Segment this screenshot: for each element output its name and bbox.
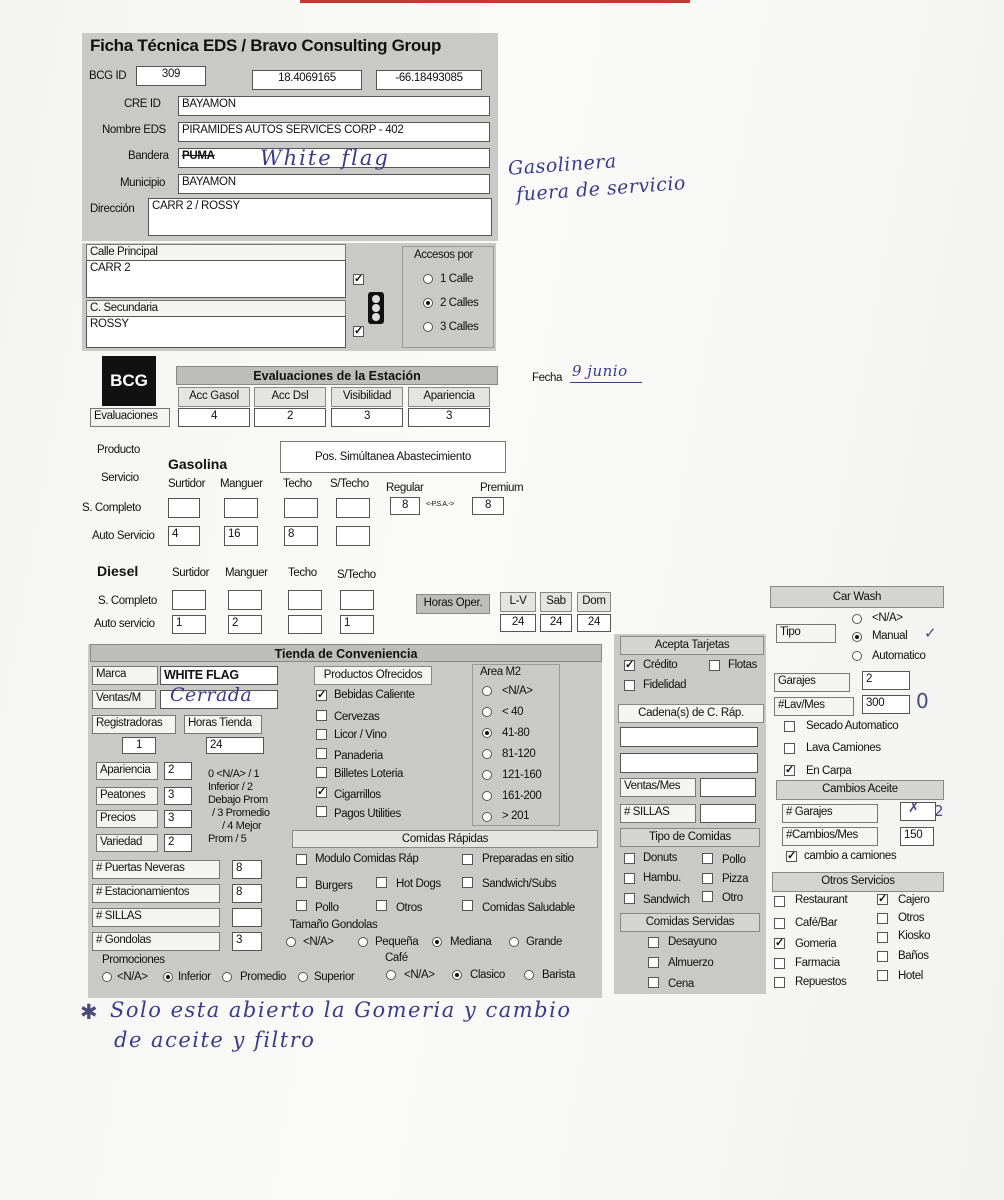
prod-bebidas-checkbox[interactable] [316, 690, 327, 701]
regular-label: Regular [386, 482, 424, 494]
gas-auto-techo[interactable]: 8 [284, 526, 318, 546]
prod-pagos-label: Pagos Utilities [334, 808, 401, 820]
svc-repuestos-label: Repuestos [795, 976, 847, 988]
carwash-manual-radio[interactable] [852, 632, 862, 642]
comida-pollo-checkbox[interactable] [296, 900, 307, 911]
promo-superior-label: Superior [314, 971, 355, 983]
horas-tienda-field[interactable]: 24 [206, 737, 264, 754]
cafe-barista-radio[interactable] [524, 970, 534, 980]
scale-line-2: Inferior / 2 [208, 781, 253, 793]
premium-label: Premium [480, 482, 524, 494]
secado-checkbox[interactable] [784, 721, 795, 732]
area-121-160-label: 121-160 [502, 769, 542, 781]
lav-mes-field[interactable]: 300 [862, 695, 910, 714]
asterisk-mark: ✱ [80, 1000, 99, 1024]
calle-secundaria-field[interactable]: ROSSY [86, 316, 346, 348]
gondola-mediana-radio[interactable] [432, 937, 442, 947]
en-carpa-label: En Carpa [806, 765, 852, 777]
gondola-mediana-label: Mediana [450, 936, 492, 948]
dsl-auto-surtidor[interactable]: 1 [172, 615, 206, 634]
carwash-auto-radio[interactable] [852, 651, 862, 661]
psa-arrow-label: <-P.S.A.-> [426, 501, 454, 508]
comida-hotdogs-label: Hot Dogs [396, 878, 441, 890]
rating-precios-value[interactable]: 3 [164, 810, 192, 828]
regular-psa-value[interactable]: 8 [390, 497, 420, 515]
gas-row-completo: S. Completo [82, 502, 141, 514]
calle-principal-checkbox[interactable] [353, 274, 364, 285]
eval-apariencia-value[interactable]: 3 [408, 408, 490, 427]
prod-cervezas-checkbox[interactable] [316, 710, 327, 721]
dsl-auto-stecho[interactable]: 1 [340, 615, 374, 634]
prod-bebidas-label: Bebidas Caliente [334, 689, 415, 701]
area-label: Area M2 [480, 666, 521, 678]
comidas-title: Comidas Rápidas [292, 830, 598, 848]
fecha-label: Fecha [532, 372, 562, 384]
aceite-cross-mark: ✗ [908, 800, 921, 816]
estacionamientos-label: # Estacionamientos [92, 884, 220, 903]
accesos-label: Accesos por [414, 249, 473, 261]
cadena-sillas-field[interactable] [700, 804, 756, 823]
municipio-label: Municipio [120, 177, 165, 189]
rating-apariencia-label: Apariencia [96, 762, 158, 780]
tamano-gondolas-label: Tamaño Gondolas [290, 919, 378, 931]
cena-checkbox[interactable] [648, 977, 659, 988]
bcg-logo: BCG [102, 356, 156, 406]
area-201-label: > 201 [502, 810, 530, 822]
calle-principal-label: Calle Principal [86, 244, 346, 261]
eval-acc-gasol-value[interactable]: 4 [178, 408, 250, 427]
tipo-pizza-label: Pizza [722, 873, 749, 885]
gondolas-label: # Gondolas [92, 932, 220, 951]
traffic-light-icon [368, 292, 384, 324]
accesos-1-radio[interactable] [423, 274, 433, 284]
area-40-radio[interactable] [482, 707, 492, 717]
eval-col-visibilidad: Visibilidad [331, 387, 403, 407]
comida-burgers-label: Burgers [315, 880, 353, 892]
side-note-1: Gasolinera [507, 150, 618, 180]
aceite-garajes-handwritten: 2 [934, 802, 945, 820]
cafe-na-radio[interactable] [386, 970, 396, 980]
camiones-checkbox[interactable] [786, 851, 797, 862]
promo-inferior-radio[interactable] [163, 972, 173, 982]
prod-panaderia-checkbox[interactable] [316, 748, 327, 759]
bottom-note-1: Solo esta abierto la Gomeria y cambio [110, 998, 572, 1022]
calle-secundaria-label: C. Secundaria [86, 300, 346, 317]
gondola-na-radio[interactable] [286, 937, 296, 947]
puertas-value[interactable]: 8 [232, 860, 262, 879]
en-carpa-checkbox[interactable] [784, 765, 795, 776]
svc-hotel-label: Hotel [898, 970, 923, 982]
svc-restaurant-checkbox[interactable] [774, 896, 785, 907]
gas-auto-stecho[interactable] [336, 526, 370, 546]
dsl-col-stecho: S/Techo [337, 569, 376, 581]
area-na-label: <N/A> [502, 685, 533, 697]
area-121-160-radio[interactable] [482, 770, 492, 780]
carwash-tipo-label: Tipo [776, 624, 836, 643]
svc-hotel-checkbox[interactable] [877, 970, 888, 981]
tipo-donuts-checkbox[interactable] [624, 853, 635, 864]
tipo-otro-checkbox[interactable] [702, 891, 713, 902]
municipio-field[interactable]: BAYAMON [178, 174, 490, 194]
horas-col-dom: Dom [577, 592, 611, 612]
cadena-title: Cadena(s) de C. Ráp. [618, 704, 764, 723]
flotas-label: Flotas [728, 659, 757, 671]
credito-label: Crédito [643, 659, 678, 671]
tienda-title: Tienda de Conveniencia [90, 644, 602, 662]
aceite-title: Cambios Aceite [776, 780, 944, 800]
top-edge-mark [300, 0, 690, 3]
promociones-label: Promociones [102, 954, 165, 966]
tipo-pollo-label: Pollo [722, 854, 746, 866]
cre-id-field[interactable]: BAYAMON [178, 96, 490, 116]
gas-completo-stecho[interactable] [336, 498, 370, 518]
carwash-title: Car Wash [770, 586, 944, 608]
registradoras-field[interactable]: 1 [122, 737, 156, 754]
accesos-3-label: 3 Calles [440, 321, 479, 333]
cafe-clasico-radio[interactable] [452, 970, 462, 980]
svc-kiosko-label: Kiosko [898, 930, 931, 942]
promo-na-label: <N/A> [117, 971, 148, 983]
gas-auto-surtidor[interactable]: 4 [168, 526, 200, 546]
accesos-2-label: 2 Calles [440, 297, 479, 309]
comidas-servidas-title: Comidas Servidas [620, 913, 760, 932]
fidelidad-checkbox[interactable] [624, 680, 635, 691]
scale-line-4: / 3 Promedio [212, 807, 270, 819]
carwash-garajes-label: Garajes [774, 673, 850, 692]
calle-principal-field[interactable]: CARR 2 [86, 260, 346, 298]
horas-dom-value[interactable]: 24 [577, 614, 611, 632]
promo-promedio-label: Promedio [240, 971, 287, 983]
estacionamientos-value[interactable]: 8 [232, 884, 262, 903]
prod-panaderia-label: Panaderia [334, 750, 383, 762]
comida-otros-label: Otros [396, 902, 423, 914]
longitude-field[interactable]: -66.18493085 [376, 70, 482, 90]
gas-col-manguer: Manguer [220, 478, 263, 490]
area-81-120-label: 81-120 [502, 748, 536, 760]
svc-cafebar-label: Café/Bar [795, 917, 838, 929]
comida-burgers-checkbox[interactable] [296, 877, 307, 888]
promo-na-radio[interactable] [102, 972, 112, 982]
ventas-handwritten: Cerrada [170, 684, 253, 706]
horas-col-lv: L-V [500, 592, 536, 612]
desayuno-label: Desayuno [668, 936, 717, 948]
tipo-sandwich-label: Sandwich [643, 894, 690, 906]
prod-billetes-label: Billetes Loteria [334, 768, 404, 780]
scale-line-3: Debajo Prom [208, 794, 268, 806]
gas-col-surtidor: Surtidor [168, 478, 206, 490]
dsl-row-completo: S. Completo [98, 595, 157, 607]
area-201-radio[interactable] [482, 812, 492, 822]
prod-licor-label: Licor / Vino [334, 729, 387, 741]
prod-cigarrillos-label: Cigarrillos [334, 789, 381, 801]
area-41-80-label: 41-80 [502, 727, 530, 739]
area-40-label: < 40 [502, 706, 524, 718]
svc-restaurant-label: Restaurant [795, 894, 848, 906]
horas-sab-value[interactable]: 24 [540, 614, 572, 632]
svc-gomeria-checkbox[interactable] [774, 938, 785, 949]
eval-col-acc-gasol: Acc Gasol [178, 387, 250, 407]
svc-cafebar-checkbox[interactable] [774, 918, 785, 929]
horas-col-sab: Sab [540, 592, 572, 612]
gas-auto-manguer[interactable]: 16 [224, 526, 258, 546]
cadena-ventas-field[interactable] [700, 778, 756, 797]
cadena-sillas-label: # SILLAS [620, 804, 696, 823]
svc-cajero-checkbox[interactable] [877, 894, 888, 905]
gas-col-stecho: S/Techo [330, 478, 369, 490]
carwash-manual-label: Manual [872, 630, 908, 642]
productos-title: Productos Ofrecidos [314, 666, 432, 685]
lava-camiones-checkbox[interactable] [784, 743, 795, 754]
svc-gomeria-label: Gomeria [795, 938, 837, 950]
svc-banos-label: Baños [898, 950, 929, 962]
scale-line-5: / 4 Mejor [222, 820, 262, 832]
cafe-label: Café [385, 952, 408, 964]
gondola-pequena-radio[interactable] [358, 937, 368, 947]
secado-label: Secado Automatico [806, 720, 899, 732]
promo-promedio-radio[interactable] [222, 972, 232, 982]
direccion-label: Dirección [90, 203, 135, 215]
comida-pollo-label: Pollo [315, 902, 339, 914]
dsl-completo-stecho[interactable] [340, 590, 374, 610]
credito-checkbox[interactable] [624, 660, 635, 671]
comida-hotdogs-checkbox[interactable] [376, 877, 387, 888]
svc-repuestos-checkbox[interactable] [774, 977, 785, 988]
servicio-label: Servicio [101, 472, 139, 484]
tipo-donuts-label: Donuts [643, 852, 678, 864]
area-41-80-radio[interactable] [482, 728, 492, 738]
gas-completo-manguer[interactable] [224, 498, 258, 518]
cadena-field-1[interactable] [620, 727, 758, 747]
lav-handwritten: 0 [916, 689, 930, 713]
cadena-ventas-label: Ventas/Mes [620, 778, 696, 797]
fecha-underline [570, 382, 642, 383]
eval-col-apariencia: Apariencia [408, 387, 490, 407]
area-161-200-radio[interactable] [482, 791, 492, 801]
svc-cajero-label: Cajero [898, 894, 930, 906]
direccion-field[interactable]: CARR 2 / ROSSY [148, 198, 492, 236]
area-na-radio[interactable] [482, 686, 492, 696]
almuerzo-label: Almuerzo [668, 957, 714, 969]
puertas-label: # Puertas Neveras [92, 860, 220, 879]
accesos-2-radio[interactable] [423, 298, 433, 308]
comida-preparadas-label: Preparadas en sitio [482, 853, 574, 865]
dsl-col-manguer: Manguer [225, 567, 268, 579]
gas-col-techo: Techo [283, 478, 312, 490]
dsl-completo-surtidor[interactable] [172, 590, 206, 610]
dsl-completo-manguer[interactable] [228, 590, 262, 610]
accesos-1-label: 1 Calle [440, 273, 473, 285]
svc-farmacia-label: Farmacia [795, 957, 840, 969]
bandera-handwritten: White flag [260, 146, 390, 170]
rating-apariencia-value[interactable]: 2 [164, 762, 192, 780]
promo-superior-radio[interactable] [298, 972, 308, 982]
form-title: Ficha Técnica EDS / Bravo Consulting Group [90, 36, 442, 55]
lav-mes-label: #Lav/Mes [774, 697, 854, 716]
lava-camiones-label: Lava Camiones [806, 742, 881, 754]
area-161-200-label: 161-200 [502, 790, 542, 802]
tipo-hambu-label: Hambu. [643, 872, 681, 884]
tipo-pizza-checkbox[interactable] [702, 873, 713, 884]
prod-billetes-checkbox[interactable] [316, 767, 327, 778]
comida-sandwich-checkbox[interactable] [462, 877, 473, 888]
cafe-na-label: <N/A> [404, 969, 435, 981]
gondola-pequena-label: Pequeña [375, 936, 419, 948]
dsl-col-techo: Techo [288, 567, 317, 579]
tipo-pollo-checkbox[interactable] [702, 853, 713, 864]
rating-variedad-value[interactable]: 2 [164, 834, 192, 852]
area-81-120-radio[interactable] [482, 749, 492, 759]
gas-row-auto: Auto Servicio [92, 530, 155, 542]
diesel-title: Diesel [97, 563, 139, 579]
carwash-auto-label: Automatico [872, 650, 926, 662]
cre-id-label: CRE ID [124, 98, 161, 110]
scale-line-6: Prom / 5 [208, 833, 247, 845]
svc-otros-label: Otros [898, 912, 925, 924]
prod-cigarrillos-checkbox[interactable] [316, 787, 327, 798]
accesos-3-radio[interactable] [423, 322, 433, 332]
svc-otros-checkbox[interactable] [877, 913, 888, 924]
rating-peatones-value[interactable]: 3 [164, 787, 192, 805]
horas-oper-label: Horas Oper. [416, 594, 490, 614]
tarjetas-title: Acepta Tarjetas [620, 636, 764, 655]
dsl-auto-manguer[interactable]: 2 [228, 615, 262, 634]
horas-lv-value[interactable]: 24 [500, 614, 536, 632]
comida-sandwich-label: Sandwich/Subs [482, 878, 557, 890]
dsl-row-auto: Auto servicio [94, 618, 155, 630]
comida-modulo-label: Modulo Comidas Ráp [315, 853, 419, 865]
tienda-sillas-label: # SILLAS [92, 908, 220, 927]
tipo-hambu-checkbox[interactable] [624, 873, 635, 884]
eval-acc-dsl-value[interactable]: 2 [254, 408, 326, 427]
rating-precios-label: Precios [96, 810, 158, 828]
gasolina-title: Gasolina [168, 456, 228, 472]
aceite-cambios-field[interactable]: 150 [900, 827, 934, 846]
cena-label: Cena [668, 978, 694, 990]
rating-peatones-label: Peatones [96, 787, 158, 805]
gas-completo-techo[interactable] [284, 498, 318, 518]
cafe-clasico-label: Clasico [470, 969, 505, 981]
bandera-label: Bandera [128, 150, 169, 162]
otros-title: Otros Servicios [772, 872, 944, 892]
prod-pagos-checkbox[interactable] [316, 806, 327, 817]
eval-col-acc-dsl: Acc Dsl [254, 387, 326, 407]
carwash-na-label: <N/A> [872, 612, 903, 624]
aceite-garajes-label: # Garajes [782, 804, 878, 823]
aceite-cambios-label: #Cambios/Mes [782, 827, 878, 846]
desayuno-checkbox[interactable] [648, 937, 659, 948]
gondolas-value[interactable]: 3 [232, 932, 262, 951]
gas-completo-surtidor[interactable] [168, 498, 200, 518]
camiones-label: cambio a camiones [804, 850, 897, 862]
manual-check-mark: ✓ [924, 624, 938, 642]
bottom-note-2: de aceite y filtro [114, 1028, 316, 1052]
flotas-checkbox[interactable] [709, 660, 720, 671]
dsl-completo-techo[interactable] [288, 590, 322, 610]
tipo-otro-label: Otro [722, 892, 743, 904]
latitude-field[interactable]: 18.4069165 [252, 70, 362, 90]
tienda-sillas-value[interactable] [232, 908, 262, 927]
rating-variedad-label: Variedad [96, 834, 158, 852]
prod-licor-checkbox[interactable] [316, 729, 327, 740]
eval-visibilidad-value[interactable]: 3 [331, 408, 403, 427]
carwash-garajes-field[interactable]: 2 [862, 671, 910, 690]
dsl-col-surtidor: Surtidor [172, 567, 210, 579]
tipo-sandwich-checkbox[interactable] [624, 893, 635, 904]
cadena-field-2[interactable] [620, 753, 758, 773]
comida-preparadas-checkbox[interactable] [462, 854, 473, 865]
svc-kiosko-checkbox[interactable] [877, 932, 888, 943]
tipo-comidas-title: Tipo de Comidas [620, 828, 760, 847]
comida-saludable-checkbox[interactable] [462, 900, 473, 911]
premium-psa-value[interactable]: 8 [472, 497, 504, 515]
fidelidad-label: Fidelidad [643, 679, 687, 691]
promo-inferior-label: Inferior [178, 971, 211, 983]
evaluaciones-row-label: Evaluaciones [90, 408, 170, 427]
bcg-id-field[interactable]: 309 [136, 66, 206, 86]
dsl-auto-techo[interactable] [288, 615, 322, 634]
almuerzo-checkbox[interactable] [648, 957, 659, 968]
svc-farmacia-checkbox[interactable] [774, 958, 785, 969]
gondola-grande-radio[interactable] [509, 937, 519, 947]
calle-secundaria-checkbox[interactable] [353, 326, 364, 337]
ventas-m-label: Ventas/M [92, 690, 156, 709]
bcg-id-label: BCG ID [89, 70, 127, 82]
prod-cervezas-label: Cervezas [334, 711, 380, 723]
producto-label: Producto [97, 444, 140, 456]
comida-otros-checkbox[interactable] [376, 900, 387, 911]
bandera-field[interactable]: PUMA [178, 148, 490, 168]
gondola-na-label: <N/A> [303, 936, 334, 948]
nombre-field[interactable]: PIRAMIDES AUTOS SERVICES CORP - 402 [178, 122, 490, 142]
scale-line-1: 0 <N/A> / 1 [208, 768, 260, 780]
pos-simultanea-label: Pos. Simúltanea Abastecimiento [280, 441, 506, 473]
horas-tienda-label: Horas Tienda [184, 715, 262, 734]
comida-saludable-label: Comidas Saludable [482, 902, 575, 914]
marca-label: Marca [92, 666, 158, 685]
comida-modulo-checkbox[interactable] [296, 854, 307, 865]
nombre-label: Nombre EDS [102, 124, 166, 136]
cafe-barista-label: Barista [542, 969, 575, 981]
side-note-2: fuera de servicio [515, 172, 687, 206]
marca-field[interactable]: WHITE FLAG [160, 666, 278, 685]
gondola-grande-label: Grande [526, 936, 562, 948]
fecha-handwritten: 9 junio [572, 362, 628, 380]
svc-banos-checkbox[interactable] [877, 951, 888, 962]
registradoras-label: Registradoras [92, 715, 176, 734]
carwash-na-radio[interactable] [852, 614, 862, 624]
evaluaciones-title: Evaluaciones de la Estación [176, 366, 498, 385]
